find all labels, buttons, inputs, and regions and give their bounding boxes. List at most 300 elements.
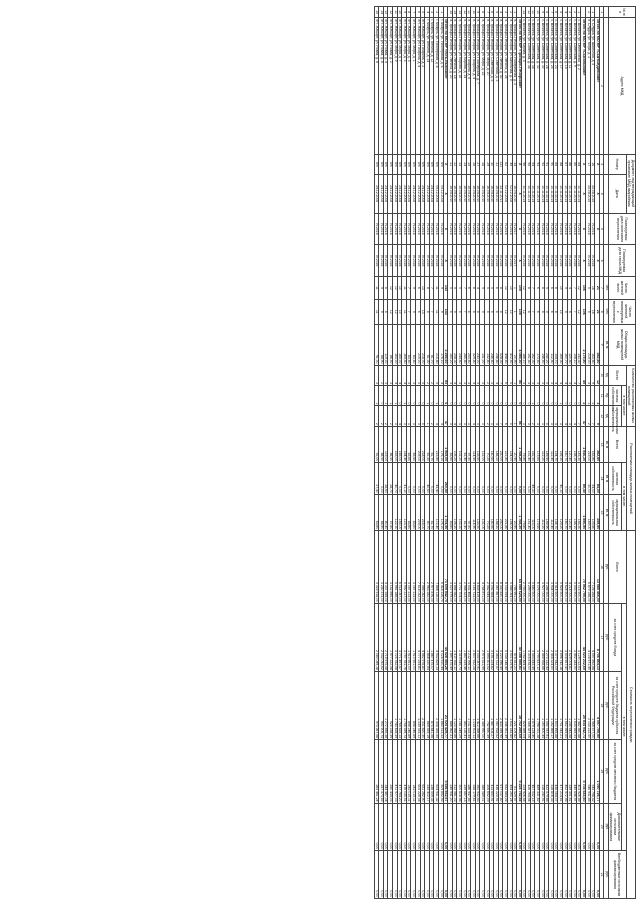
table-row (466, 7, 471, 899)
table-cell: 3 (526, 406, 531, 426)
header-rooms-municipal: муниципальная собственность (609, 406, 622, 426)
table-cell: 15 (374, 7, 379, 18)
table-cell: 70,20 (484, 426, 489, 462)
table-cell: 0,00 (402, 803, 407, 851)
table-cell: 230,00 (498, 494, 503, 530)
table-cell: 0 (544, 385, 549, 405)
table-cell: 8 (498, 299, 503, 324)
table-cell: 83,60 (411, 494, 416, 530)
table-cell: 1 (383, 385, 388, 405)
table-cell: 477 764,20 (397, 739, 402, 803)
address-cell: п. Троицко-Печорск, ул. Ленина, д. 20 (448, 18, 453, 154)
table-cell: 16.04.2010 (448, 174, 453, 213)
table-cell: 0,00 (475, 463, 480, 495)
table-cell: 0,00 (526, 851, 531, 899)
address-cell: п. Троицко-Печорск, ул. Ленина, д. 26 (503, 18, 508, 154)
table-cell: 3 (549, 406, 554, 426)
table-cell: IV.2016 (567, 245, 572, 277)
column-number-cell: 2 (599, 18, 604, 154)
table-cell: X (517, 213, 522, 245)
table-cell: 9 (480, 299, 485, 324)
table-cell: 21 (595, 277, 600, 300)
table-cell: 250 434,03 (388, 739, 393, 803)
table-row (540, 7, 545, 899)
table-cell: IV.2016 (498, 213, 503, 245)
table-cell: 0,00 (402, 851, 407, 899)
table-cell: 7 (462, 277, 467, 300)
subtotal-row (595, 7, 600, 899)
table-cell: 2 (590, 385, 595, 405)
table-cell: 43,40 (434, 463, 439, 495)
table-cell: 0,00 (549, 851, 554, 899)
table-cell: 4 (572, 406, 577, 426)
unit-cell: руб. (604, 671, 609, 739)
table-cell: 92 (540, 154, 545, 174)
column-number-cell: 18 (599, 671, 604, 739)
address-cell: г. Микунь, ул. Ленина, д. 12 (429, 18, 434, 154)
table-row (567, 7, 572, 899)
unit-cell: кв. м (604, 463, 609, 495)
table-cell: 13 (521, 7, 526, 18)
table-cell: IV.2016 (494, 213, 499, 245)
table-cell: 0,00 (503, 803, 508, 851)
table-cell: 0,00 (379, 851, 384, 899)
table-cell: 183,20 (448, 324, 453, 365)
table-cell: 84 (576, 154, 581, 174)
table-cell: 79,80 (521, 494, 526, 530)
table-cell: IV.2016 (452, 245, 457, 277)
table-cell: IV.2016 (521, 245, 526, 277)
table-cell: 6 (549, 277, 554, 300)
table-cell: 160,70 (563, 494, 568, 530)
table-cell: 86,50 (388, 426, 393, 462)
table-cell: 10.11.2014 (540, 174, 545, 213)
address-cell: п. Слудка, ул. Школьная, д. 5 (590, 18, 595, 154)
table-row (397, 7, 402, 899)
table-cell: 24.12.2008 (379, 174, 384, 213)
table-cell: 131,00 (480, 494, 485, 530)
table-cell: б/н (425, 154, 430, 174)
table-cell: 56 (517, 406, 522, 426)
table-cell: 5 (544, 406, 549, 426)
table-cell: 209,00 (416, 324, 421, 365)
header-area-group: Расселяемая площадь жилых помещений (627, 426, 636, 530)
table-cell: 0,00 (466, 463, 471, 495)
table-cell: 6 (416, 277, 421, 300)
table-cell: 11 (374, 299, 379, 324)
table-cell: 0,00 (397, 463, 402, 495)
table-cell: 413 850,91 (489, 739, 494, 803)
table-cell: 0,00 (498, 851, 503, 899)
table-cell: 20,90 (512, 494, 517, 530)
table-cell: 154,00 (507, 426, 512, 462)
header-cost-incl: в том числе: (622, 603, 627, 850)
table-cell: X (581, 213, 586, 245)
table-cell: 0,00 (439, 803, 444, 851)
table-cell: б/н (434, 154, 439, 174)
table-row (374, 7, 379, 899)
table-cell: 28 (480, 154, 485, 174)
table-cell: 0,00 (494, 851, 499, 899)
table-cell: IV.2017 (512, 245, 517, 277)
table-cell: 120,40 (567, 426, 572, 462)
table-cell: 221 109,82 (512, 671, 517, 739)
table-cell: 2 032 092,62 (379, 603, 384, 671)
table-cell: 3 (540, 365, 545, 385)
table-cell: IV.2016 (439, 213, 444, 245)
table-cell: IV.2016 (416, 213, 421, 245)
table-cell: 0 (498, 385, 503, 405)
table-cell: 3 (535, 406, 540, 426)
table-cell: 3 (374, 365, 379, 385)
table-cell: 3 (393, 406, 398, 426)
table-cell: 11 (530, 7, 535, 18)
header-residents-count: Число жителей всего (609, 277, 636, 300)
table-cell: 2 449 958,66 (540, 603, 545, 671)
header-cost-group: Стоимость переселения граждан (627, 531, 636, 899)
table-cell: 15 (448, 7, 453, 18)
table-cell: 0,00 (489, 803, 494, 851)
address-cell: с. Визинга, ул. Советская, д. 17 (558, 18, 563, 154)
table-cell: 0,00 (480, 803, 485, 851)
table-cell: 605 226,08 (416, 739, 421, 803)
address-cell: п. Троицко-Печорск, ул. Кирова, д. 16 (457, 18, 462, 154)
table-cell: 62 (503, 154, 508, 174)
table-cell: IV.2016 (383, 245, 388, 277)
column-number-cell: 11 (599, 385, 604, 405)
table-cell: 3 (530, 365, 535, 385)
table-cell: 0,00 (480, 463, 485, 495)
table-cell: X (443, 154, 448, 174)
table-row (416, 7, 421, 899)
table-cell: 86,50 (388, 324, 393, 365)
table-cell: 1 632 183,85 (507, 671, 512, 739)
table-cell: 8 (553, 277, 558, 300)
table-cell: 0,00 (567, 463, 572, 495)
table-cell: 6 (494, 299, 499, 324)
table-cell (443, 7, 448, 18)
table-cell: 5 (434, 365, 439, 385)
table-cell: 70 562 799,00 (581, 531, 586, 604)
table-cell: 21 024 425,77 (443, 671, 448, 739)
header-cost-local: за счет средств местного бюджета (609, 739, 622, 803)
table-cell: 8 (425, 277, 430, 300)
unit-cell (604, 245, 609, 277)
table-cell: 24.12.2008 (416, 174, 421, 213)
table-cell: 3 (462, 406, 467, 426)
table-cell: 28,70 (388, 463, 393, 495)
table-cell: 7 (576, 365, 581, 385)
table-cell: 2 410 432,11 (452, 603, 457, 671)
table-cell: 0,00 (388, 803, 393, 851)
table-cell: 1 (374, 385, 379, 405)
table-cell: 4 085,30 (517, 324, 522, 365)
unit-cell (604, 18, 609, 154)
table-cell: 239 667,13 (462, 739, 467, 803)
table-cell: 12 (521, 277, 526, 300)
table-cell: 6 (489, 7, 494, 18)
table-cell: IV.2016 (503, 245, 508, 277)
table-cell: 10 (397, 7, 402, 18)
table-cell: 298,80 (595, 494, 600, 530)
table-cell: IV.2016 (420, 213, 425, 245)
table-cell: 0 (540, 385, 545, 405)
table-cell: 4 (567, 299, 572, 324)
table-cell: 23 (457, 154, 462, 174)
table-cell: 61 529,97 (512, 739, 517, 803)
table-cell: 873 841,58 (429, 671, 434, 739)
table-cell: 3 (383, 365, 388, 385)
table-cell: 11 (434, 277, 439, 300)
table-cell: 106 (581, 277, 586, 300)
table-cell: 0,00 (544, 803, 549, 851)
table-cell: 12 (576, 277, 581, 300)
table-cell: 131,00 (480, 426, 485, 462)
table-cell: 146,50 (540, 324, 545, 365)
table-cell: 7 (590, 406, 595, 426)
header-cost-total: Всего (609, 531, 627, 604)
table-row (388, 7, 393, 899)
table-cell: 426 764,94 (526, 739, 531, 803)
table-cell: 16 (590, 299, 595, 324)
address-cell: п. Троицко-Печорск, ул. Ленина, д. 30 (498, 18, 503, 154)
table-cell: 1 751 543,21 (558, 671, 563, 739)
table-cell: 24.12.2008 (429, 174, 434, 213)
table-cell: IV.2016 (558, 213, 563, 245)
table-cell: 4 (567, 277, 572, 300)
table-cell: 10.11.2014 (558, 174, 563, 213)
table-cell: 2 (429, 406, 434, 426)
address-cell: п. Троицко-Печорск, ул. Гагарина, д. 4 (471, 18, 476, 154)
unit-cell (604, 7, 609, 18)
table-cell: 4 (393, 365, 398, 385)
table-cell: 6 076 000,00 (535, 531, 540, 604)
table-cell: 162,30 (530, 426, 535, 462)
table-cell: IV.2016 (416, 245, 421, 277)
table-cell: 31 (494, 154, 499, 174)
table-cell: 215,80 (434, 324, 439, 365)
table-cell: 2 308 355,55 (434, 671, 439, 739)
table-cell: 6 (535, 299, 540, 324)
table-cell: 1 567 918,52 (494, 671, 499, 739)
table-cell: 40,10 (558, 463, 563, 495)
table-cell: 5 092 584,00 (489, 531, 494, 604)
table-cell: 677 037,60 (498, 739, 503, 803)
table-cell: 109,80 (590, 494, 595, 530)
table-cell: 219,00 (586, 324, 591, 365)
table-row (503, 7, 508, 899)
table-cell: 24 (462, 154, 467, 174)
table-cell: 2 963 282,00 (425, 531, 430, 604)
table-cell: 4 (471, 406, 476, 426)
table-cell: 1 482 560,88 (576, 671, 581, 739)
table-cell: X (595, 174, 600, 213)
table-cell: 148,20 (494, 426, 499, 462)
table-cell: 83,60 (411, 324, 416, 365)
table-cell: 176,10 (439, 494, 444, 530)
table-cell: 163,80 (590, 426, 595, 462)
table-cell: 6 (416, 7, 421, 18)
table-cell: 8 (526, 299, 531, 324)
table-cell: 2 454 324,50 (549, 603, 554, 671)
table-cell: 10.11.2014 (521, 174, 526, 213)
column-number-cell: 20 (599, 803, 604, 851)
table-cell: 0,00 (411, 851, 416, 899)
table-cell: 2 133 222,50 (586, 671, 591, 739)
table-cell: 164,40 (402, 324, 407, 365)
table-cell: IV.2016 (393, 245, 398, 277)
table-cell: 3 (406, 365, 411, 385)
table-cell: 894 246,89 (411, 671, 416, 739)
table-cell: 0,00 (572, 803, 577, 851)
header-rooms-total: Всего (609, 365, 627, 385)
table-cell: 4 (563, 406, 568, 426)
table-cell: 6 (466, 277, 471, 300)
table-cell: 2 (379, 406, 384, 426)
table-cell: 4 (471, 365, 476, 385)
table-cell: 10 (397, 299, 402, 324)
header-area-municipal: муниципальная собственность (609, 494, 622, 530)
table-cell: 3 (567, 7, 572, 18)
table-cell: 3 (558, 406, 563, 426)
table-cell: 24.12.2008 (393, 174, 398, 213)
table-cell: 5 034 148,45 (503, 603, 508, 671)
table-cell: 106 (581, 299, 586, 324)
table-cell: 1 635 669,53 (572, 671, 577, 739)
table-cell: 4 214 000,00 (567, 531, 572, 604)
table-cell: 3 (526, 365, 531, 385)
table-cell: 154,00 (507, 494, 512, 530)
table-cell: 12 (462, 7, 467, 18)
table-cell: IV.2016 (563, 213, 568, 245)
table-cell: 0,00 (521, 803, 526, 851)
table-cell: 260,50 (443, 463, 448, 495)
table-cell: IV.2016 (475, 213, 480, 245)
table-cell: 246,80 (494, 324, 499, 365)
header-cost-nonbudget: Внебюджетные источники финансирования (609, 851, 627, 899)
table-cell: IV.2016 (374, 213, 379, 245)
column-number-cell: 1 (599, 7, 604, 18)
table-cell: 0,00 (512, 851, 517, 899)
table-cell: 29 (484, 154, 489, 174)
table-cell: 0,00 (434, 803, 439, 851)
table-row (425, 7, 430, 899)
table-cell: 7 (530, 299, 535, 324)
table-cell: б/н (397, 154, 402, 174)
table-cell: 154,70 (553, 494, 558, 530)
table-cell: 1 162 869,17 (549, 671, 554, 739)
table-cell: 0 (406, 385, 411, 405)
table-cell: 10 (397, 277, 402, 300)
address-cell: пгт. Жешарт, ул. Новая, д. 8 (374, 18, 379, 154)
table-row (549, 7, 554, 899)
table-cell: 4 024 910,44 (439, 603, 444, 671)
table-cell: 8 (480, 7, 485, 18)
table-cell: 16.04.2010 (480, 174, 485, 213)
table-cell: 0,00 (452, 463, 457, 495)
address-cell: с. Визинга, ул. Советская, д. 34 (530, 18, 535, 154)
table-cell: 3 047 213,00 (406, 531, 411, 604)
table-cell: 0,00 (379, 803, 384, 851)
table-cell: IV.2016 (484, 245, 489, 277)
table-cell: 4 (563, 7, 568, 18)
table-cell: 12 (526, 7, 531, 18)
table-cell: 2 (434, 7, 439, 18)
table-cell: 0,00 (457, 463, 462, 495)
table-cell: 5 (489, 299, 494, 324)
table-cell: 54,00 (590, 463, 595, 495)
table-cell: 102,20 (457, 494, 462, 530)
column-number-cell: 4 (599, 174, 604, 213)
unit-cell: кв. м (604, 426, 609, 462)
table-cell: 10.11.2014 (535, 174, 540, 213)
table-cell: 5 (507, 406, 512, 426)
table-cell: 0,00 (425, 803, 430, 851)
table-cell: 3 (416, 365, 421, 385)
column-number-cell: 8 (599, 299, 604, 324)
table-cell: 624 931,32 (434, 739, 439, 803)
table-cell: 10 (558, 299, 563, 324)
address-cell: с. Визинга, ул. Советская, д. 14 (563, 18, 568, 154)
table-cell: 4 597 892,68 (590, 603, 595, 671)
table-cell: 9 (452, 299, 457, 324)
header-area-total: Всего (609, 426, 627, 462)
table-cell: 1 600 493,88 (553, 671, 558, 739)
table-cell: 1 883 513,33 (439, 671, 444, 739)
table-cell: 0,00 (572, 463, 577, 495)
table-cell: 0 (521, 385, 526, 405)
table-cell: 0 (549, 385, 554, 405)
table-cell: б/н (393, 154, 398, 174)
table-cell: 0 (448, 385, 453, 405)
table-cell: 24.12.2008 (420, 174, 425, 213)
table-cell: X (517, 154, 522, 174)
table-row (576, 7, 581, 899)
table-cell: 162,30 (530, 324, 535, 365)
table-cell: 24.12.2008 (388, 174, 393, 213)
table-cell: 85 (572, 154, 577, 174)
header-area-incl: в том числе: (622, 463, 627, 531)
table-cell: IV.2016 (462, 245, 467, 277)
table-cell: 40,70 (393, 463, 398, 495)
table-cell: 0,00 (439, 851, 444, 899)
table-row (484, 7, 489, 899)
table-cell: 133,50 (475, 494, 480, 530)
table-cell: 30,00 (586, 463, 591, 495)
table-cell: 81,70 (429, 324, 434, 365)
table-cell: 5 (420, 7, 425, 18)
table-cell: 1 215 611,11 (471, 671, 476, 739)
table-cell: 9 (475, 7, 480, 18)
table-cell: 5 015 500,00 (576, 531, 581, 604)
table-cell: 5 (586, 299, 591, 324)
table-cell: 9 (590, 365, 595, 385)
table-cell: IV.2016 (466, 213, 471, 245)
table-cell: IV.2016 (402, 245, 407, 277)
table-cell: IV.2016 (471, 213, 476, 245)
table-cell: 329,80 (471, 324, 476, 365)
table-cell: 0,00 (498, 463, 503, 495)
table-cell: 10.11.2014 (530, 174, 535, 213)
table-cell: 2 (379, 365, 384, 385)
table-row (586, 7, 591, 899)
table-cell: 3 129 012,63 (576, 603, 581, 671)
table-cell: 88,90 (379, 426, 384, 462)
table-cell: 13 985 466,00 (595, 531, 600, 604)
table-cell: 114,90 (471, 494, 476, 530)
table-cell: 209,00 (416, 494, 421, 530)
table-cell: 0 (429, 385, 434, 405)
